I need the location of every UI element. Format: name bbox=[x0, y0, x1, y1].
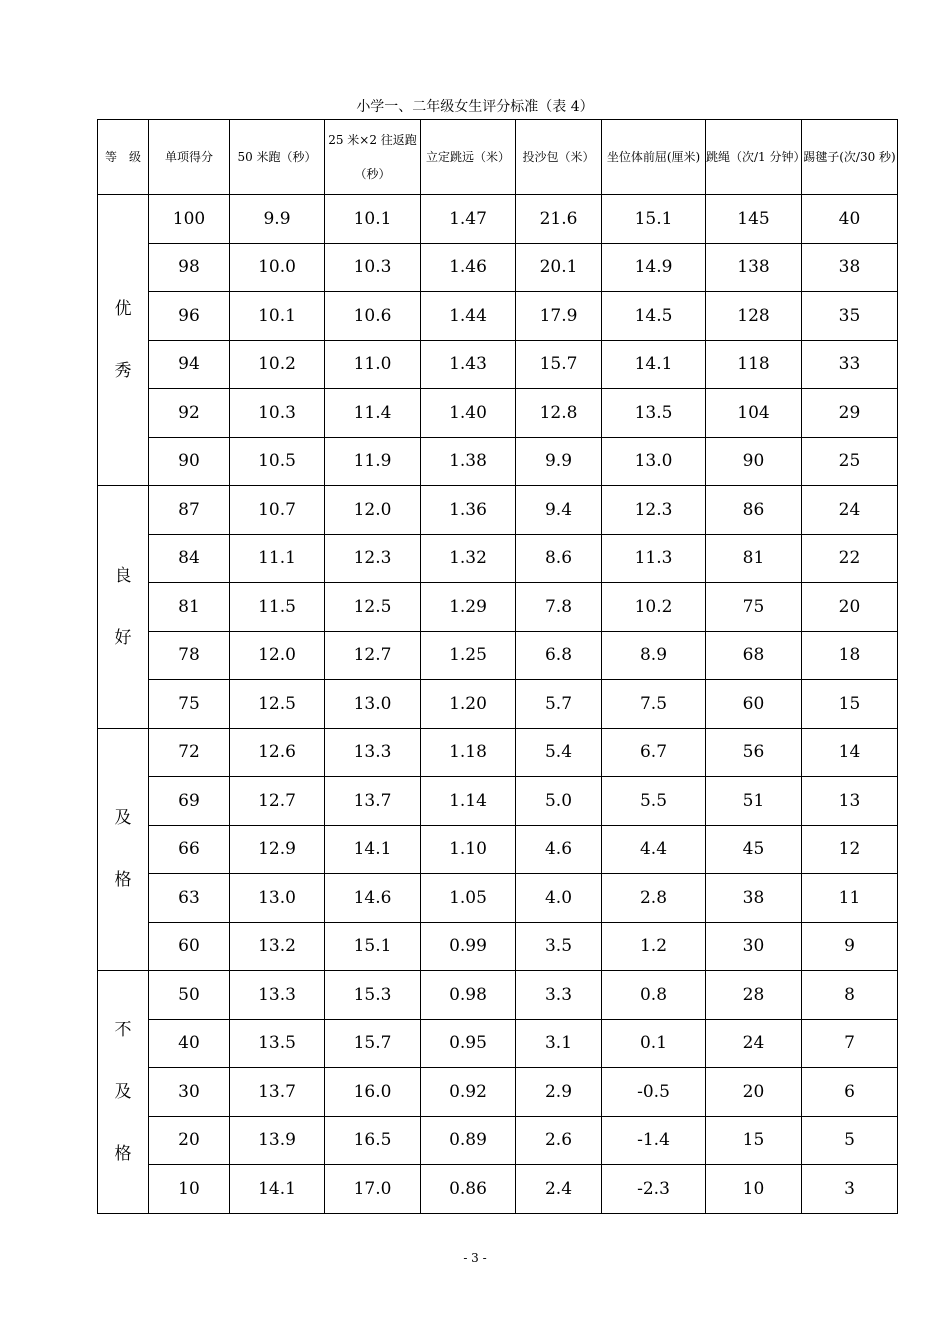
score-cell: 60 bbox=[149, 922, 230, 971]
sandbag-throw-cell: 4.6 bbox=[516, 825, 602, 874]
run-50m-cell: 10.7 bbox=[230, 486, 325, 535]
standing-jump-cell: 0.98 bbox=[421, 971, 516, 1020]
grade-cell bbox=[98, 728, 149, 971]
shuttlecock-kick-cell: 40 bbox=[802, 195, 898, 244]
sit-and-reach-cell: 5.5 bbox=[602, 777, 706, 826]
standing-jump-cell: 1.14 bbox=[421, 777, 516, 826]
shuttle-run-cell: 11.4 bbox=[325, 389, 421, 438]
table-row bbox=[98, 437, 898, 486]
sandbag-throw-cell: 6.8 bbox=[516, 631, 602, 680]
sandbag-throw-cell: 3.1 bbox=[516, 1019, 602, 1068]
run-50m-cell: 11.1 bbox=[230, 534, 325, 583]
table-row bbox=[98, 1165, 898, 1214]
sandbag-throw-cell: 8.6 bbox=[516, 534, 602, 583]
table-row bbox=[98, 1116, 898, 1165]
shuttlecock-kick-cell: 3 bbox=[802, 1165, 898, 1214]
table-row bbox=[98, 195, 898, 244]
score-cell: 30 bbox=[149, 1068, 230, 1117]
score-cell: 81 bbox=[149, 583, 230, 632]
shuttlecock-kick-cell: 33 bbox=[802, 340, 898, 389]
score-cell: 66 bbox=[149, 825, 230, 874]
standing-jump-cell: 1.10 bbox=[421, 825, 516, 874]
standing-jump-cell: 0.99 bbox=[421, 922, 516, 971]
shuttlecock-kick-cell: 15 bbox=[802, 680, 898, 729]
shuttle-run-cell: 10.3 bbox=[325, 243, 421, 292]
shuttlecock-kick-cell: 18 bbox=[802, 631, 898, 680]
table-row bbox=[98, 486, 898, 535]
run-50m-cell: 9.9 bbox=[230, 195, 325, 244]
score-cell: 20 bbox=[149, 1116, 230, 1165]
standing-jump-cell: 0.92 bbox=[421, 1068, 516, 1117]
header-score: 单项得分 bbox=[149, 120, 230, 195]
sandbag-throw-cell: 20.1 bbox=[516, 243, 602, 292]
sandbag-throw-cell: 15.7 bbox=[516, 340, 602, 389]
sandbag-throw-cell: 2.9 bbox=[516, 1068, 602, 1117]
rope-skipping-cell: 60 bbox=[706, 680, 802, 729]
table-row bbox=[98, 922, 898, 971]
shuttlecock-kick-cell: 6 bbox=[802, 1068, 898, 1117]
score-cell: 84 bbox=[149, 534, 230, 583]
run-50m-cell: 13.5 bbox=[230, 1019, 325, 1068]
grade-label-char: 好 bbox=[114, 627, 132, 648]
score-cell: 50 bbox=[149, 971, 230, 1020]
sit-and-reach-cell: 13.5 bbox=[602, 389, 706, 438]
header-shuttle-line-1: 25 米×2 往返跑 bbox=[328, 133, 417, 147]
run-50m-cell: 14.1 bbox=[230, 1165, 325, 1214]
sit-and-reach-cell: 8.9 bbox=[602, 631, 706, 680]
grade-label-char: 优 bbox=[114, 299, 132, 319]
sandbag-throw-cell: 12.8 bbox=[516, 389, 602, 438]
sit-and-reach-cell: 0.1 bbox=[602, 1019, 706, 1068]
grade-label-char: 秀 bbox=[114, 361, 132, 381]
sandbag-throw-cell: 5.4 bbox=[516, 728, 602, 777]
header-standing-jump: 立定跳远（米） bbox=[421, 120, 516, 195]
table-row bbox=[98, 583, 898, 632]
header-shuttle-run bbox=[325, 120, 421, 195]
shuttlecock-kick-cell: 38 bbox=[802, 243, 898, 292]
sit-and-reach-cell: 14.1 bbox=[602, 340, 706, 389]
rope-skipping-cell: 90 bbox=[706, 437, 802, 486]
table-row bbox=[98, 243, 898, 292]
standing-jump-cell: 1.20 bbox=[421, 680, 516, 729]
table-row bbox=[98, 728, 898, 777]
shuttle-run-cell: 11.9 bbox=[325, 437, 421, 486]
standing-jump-cell: 1.43 bbox=[421, 340, 516, 389]
shuttlecock-kick-cell: 5 bbox=[802, 1116, 898, 1165]
run-50m-cell: 10.3 bbox=[230, 389, 325, 438]
rope-skipping-cell: 45 bbox=[706, 825, 802, 874]
sandbag-throw-cell: 9.4 bbox=[516, 486, 602, 535]
shuttle-run-cell: 15.7 bbox=[325, 1019, 421, 1068]
sit-and-reach-cell: 14.9 bbox=[602, 243, 706, 292]
shuttle-run-cell: 15.1 bbox=[325, 922, 421, 971]
grade-label-char: 及 bbox=[114, 1081, 132, 1102]
sandbag-throw-cell: 5.0 bbox=[516, 777, 602, 826]
header-sandbag-throw: 投沙包（米） bbox=[516, 120, 602, 195]
sandbag-throw-cell: 2.4 bbox=[516, 1165, 602, 1214]
standing-jump-cell: 1.05 bbox=[421, 874, 516, 923]
run-50m-cell: 11.5 bbox=[230, 583, 325, 632]
score-cell: 87 bbox=[149, 486, 230, 535]
sit-and-reach-cell: 2.8 bbox=[602, 874, 706, 923]
standing-jump-cell: 1.40 bbox=[421, 389, 516, 438]
run-50m-cell: 13.9 bbox=[230, 1116, 325, 1165]
sit-and-reach-cell: 0.8 bbox=[602, 971, 706, 1020]
shuttlecock-kick-cell: 20 bbox=[802, 583, 898, 632]
rope-skipping-cell: 38 bbox=[706, 874, 802, 923]
table-body bbox=[98, 195, 898, 1214]
standing-jump-cell: 1.38 bbox=[421, 437, 516, 486]
header-50m-run: 50 米跑（秒） bbox=[230, 120, 325, 195]
sit-and-reach-cell: 12.3 bbox=[602, 486, 706, 535]
rope-skipping-cell: 68 bbox=[706, 631, 802, 680]
shuttle-run-cell: 14.1 bbox=[325, 825, 421, 874]
table-row bbox=[98, 825, 898, 874]
standing-jump-cell: 1.46 bbox=[421, 243, 516, 292]
score-cell: 75 bbox=[149, 680, 230, 729]
run-50m-cell: 10.1 bbox=[230, 292, 325, 341]
shuttle-run-cell: 12.3 bbox=[325, 534, 421, 583]
grade-cell bbox=[98, 195, 149, 486]
sandbag-throw-cell: 3.3 bbox=[516, 971, 602, 1020]
score-cell: 69 bbox=[149, 777, 230, 826]
shuttle-run-cell: 11.0 bbox=[325, 340, 421, 389]
header-row bbox=[98, 120, 898, 195]
rope-skipping-cell: 56 bbox=[706, 728, 802, 777]
table-row bbox=[98, 971, 898, 1020]
score-cell: 96 bbox=[149, 292, 230, 341]
grade-label-char: 格 bbox=[114, 1143, 132, 1164]
rope-skipping-cell: 118 bbox=[706, 340, 802, 389]
score-cell: 63 bbox=[149, 874, 230, 923]
shuttlecock-kick-cell: 24 bbox=[802, 486, 898, 535]
header-grade: 等 级 bbox=[98, 120, 149, 195]
rope-skipping-cell: 28 bbox=[706, 971, 802, 1020]
sandbag-throw-cell: 21.6 bbox=[516, 195, 602, 244]
sandbag-throw-cell: 9.9 bbox=[516, 437, 602, 486]
header-shuttlecock-kick: 踢毽子(次/30 秒) bbox=[802, 120, 898, 195]
standing-jump-cell: 1.25 bbox=[421, 631, 516, 680]
run-50m-cell: 13.7 bbox=[230, 1068, 325, 1117]
standing-jump-cell: 1.29 bbox=[421, 583, 516, 632]
sit-and-reach-cell: 13.0 bbox=[602, 437, 706, 486]
sit-and-reach-cell: 10.2 bbox=[602, 583, 706, 632]
rope-skipping-cell: 20 bbox=[706, 1068, 802, 1117]
standing-jump-cell: 1.18 bbox=[421, 728, 516, 777]
run-50m-cell: 13.0 bbox=[230, 874, 325, 923]
rope-skipping-cell: 10 bbox=[706, 1165, 802, 1214]
score-cell: 72 bbox=[149, 728, 230, 777]
standing-jump-cell: 0.86 bbox=[421, 1165, 516, 1214]
rope-skipping-cell: 81 bbox=[706, 534, 802, 583]
shuttle-run-cell: 14.6 bbox=[325, 874, 421, 923]
shuttle-run-cell: 13.0 bbox=[325, 680, 421, 729]
shuttlecock-kick-cell: 29 bbox=[802, 389, 898, 438]
sit-and-reach-cell: 11.3 bbox=[602, 534, 706, 583]
sandbag-throw-cell: 3.5 bbox=[516, 922, 602, 971]
rope-skipping-cell: 145 bbox=[706, 195, 802, 244]
score-cell: 78 bbox=[149, 631, 230, 680]
rope-skipping-cell: 138 bbox=[706, 243, 802, 292]
table-row bbox=[98, 340, 898, 389]
run-50m-cell: 12.9 bbox=[230, 825, 325, 874]
sandbag-throw-cell: 2.6 bbox=[516, 1116, 602, 1165]
sandbag-throw-cell: 7.8 bbox=[516, 583, 602, 632]
sandbag-throw-cell: 17.9 bbox=[516, 292, 602, 341]
shuttle-run-cell: 13.7 bbox=[325, 777, 421, 826]
sandbag-throw-cell: 5.7 bbox=[516, 680, 602, 729]
table-row bbox=[98, 874, 898, 923]
standing-jump-cell: 1.44 bbox=[421, 292, 516, 341]
sit-and-reach-cell: 6.7 bbox=[602, 728, 706, 777]
shuttlecock-kick-cell: 12 bbox=[802, 825, 898, 874]
run-50m-cell: 12.6 bbox=[230, 728, 325, 777]
shuttle-run-cell: 12.5 bbox=[325, 583, 421, 632]
header-shuttle-line-2: （秒） bbox=[354, 167, 391, 181]
shuttlecock-kick-cell: 14 bbox=[802, 728, 898, 777]
shuttlecock-kick-cell: 35 bbox=[802, 292, 898, 341]
run-50m-cell: 12.7 bbox=[230, 777, 325, 826]
rope-skipping-cell: 104 bbox=[706, 389, 802, 438]
grade-label-char: 及 bbox=[114, 808, 132, 829]
shuttle-run-cell: 10.6 bbox=[325, 292, 421, 341]
score-cell: 10 bbox=[149, 1165, 230, 1214]
sit-and-reach-cell: -0.5 bbox=[602, 1068, 706, 1117]
table-row bbox=[98, 1019, 898, 1068]
score-cell: 90 bbox=[149, 437, 230, 486]
score-cell: 98 bbox=[149, 243, 230, 292]
table-row bbox=[98, 389, 898, 438]
rope-skipping-cell: 30 bbox=[706, 922, 802, 971]
run-50m-cell: 10.2 bbox=[230, 340, 325, 389]
run-50m-cell: 12.5 bbox=[230, 680, 325, 729]
grade-label-char: 不 bbox=[114, 1019, 132, 1040]
rope-skipping-cell: 24 bbox=[706, 1019, 802, 1068]
rope-skipping-cell: 128 bbox=[706, 292, 802, 341]
table-title: 小学一、二年级女生评分标准（表 4） bbox=[356, 99, 594, 115]
header-rope-skipping: 跳绳（次/1 分钟） bbox=[706, 120, 802, 195]
shuttle-run-cell: 17.0 bbox=[325, 1165, 421, 1214]
rope-skipping-cell: 75 bbox=[706, 583, 802, 632]
sit-and-reach-cell: 4.4 bbox=[602, 825, 706, 874]
rope-skipping-cell: 86 bbox=[706, 486, 802, 535]
shuttlecock-kick-cell: 13 bbox=[802, 777, 898, 826]
page-number: - 3 - bbox=[463, 1251, 487, 1265]
rope-skipping-cell: 51 bbox=[706, 777, 802, 826]
grade-cell bbox=[98, 486, 149, 729]
rope-skipping-cell: 15 bbox=[706, 1116, 802, 1165]
shuttle-run-cell: 12.0 bbox=[325, 486, 421, 535]
sit-and-reach-cell: 1.2 bbox=[602, 922, 706, 971]
run-50m-cell: 13.3 bbox=[230, 971, 325, 1020]
sit-and-reach-cell: 14.5 bbox=[602, 292, 706, 341]
table-row bbox=[98, 631, 898, 680]
grade-label-char: 良 bbox=[114, 565, 132, 586]
shuttlecock-kick-cell: 22 bbox=[802, 534, 898, 583]
table-row bbox=[98, 680, 898, 729]
run-50m-cell: 10.0 bbox=[230, 243, 325, 292]
shuttle-run-cell: 15.3 bbox=[325, 971, 421, 1020]
table-row bbox=[98, 292, 898, 341]
table-row bbox=[98, 1068, 898, 1117]
shuttle-run-cell: 16.0 bbox=[325, 1068, 421, 1117]
shuttle-run-cell: 12.7 bbox=[325, 631, 421, 680]
score-cell: 100 bbox=[149, 195, 230, 244]
table-row bbox=[98, 777, 898, 826]
shuttlecock-kick-cell: 11 bbox=[802, 874, 898, 923]
standing-jump-cell: 1.32 bbox=[421, 534, 516, 583]
sit-and-reach-cell: -1.4 bbox=[602, 1116, 706, 1165]
score-cell: 40 bbox=[149, 1019, 230, 1068]
grade-cell bbox=[98, 971, 149, 1214]
standing-jump-cell: 1.47 bbox=[421, 195, 516, 244]
run-50m-cell: 10.5 bbox=[230, 437, 325, 486]
shuttlecock-kick-cell: 7 bbox=[802, 1019, 898, 1068]
sit-and-reach-cell: 15.1 bbox=[602, 195, 706, 244]
score-cell: 92 bbox=[149, 389, 230, 438]
standing-jump-cell: 0.89 bbox=[421, 1116, 516, 1165]
shuttlecock-kick-cell: 8 bbox=[802, 971, 898, 1020]
grade-label-char: 格 bbox=[114, 870, 132, 891]
sit-and-reach-cell: 7.5 bbox=[602, 680, 706, 729]
shuttle-run-cell: 13.3 bbox=[325, 728, 421, 777]
shuttle-run-cell: 10.1 bbox=[325, 195, 421, 244]
scoring-table bbox=[97, 119, 898, 1214]
shuttlecock-kick-cell: 25 bbox=[802, 437, 898, 486]
sit-and-reach-cell: -2.3 bbox=[602, 1165, 706, 1214]
run-50m-cell: 12.0 bbox=[230, 631, 325, 680]
standing-jump-cell: 0.95 bbox=[421, 1019, 516, 1068]
shuttle-run-cell: 16.5 bbox=[325, 1116, 421, 1165]
run-50m-cell: 13.2 bbox=[230, 922, 325, 971]
shuttlecock-kick-cell: 9 bbox=[802, 922, 898, 971]
header-sit-and-reach: 坐位体前屈(厘米) bbox=[602, 120, 706, 195]
standing-jump-cell: 1.36 bbox=[421, 486, 516, 535]
score-cell: 94 bbox=[149, 340, 230, 389]
table-row bbox=[98, 534, 898, 583]
sandbag-throw-cell: 4.0 bbox=[516, 874, 602, 923]
